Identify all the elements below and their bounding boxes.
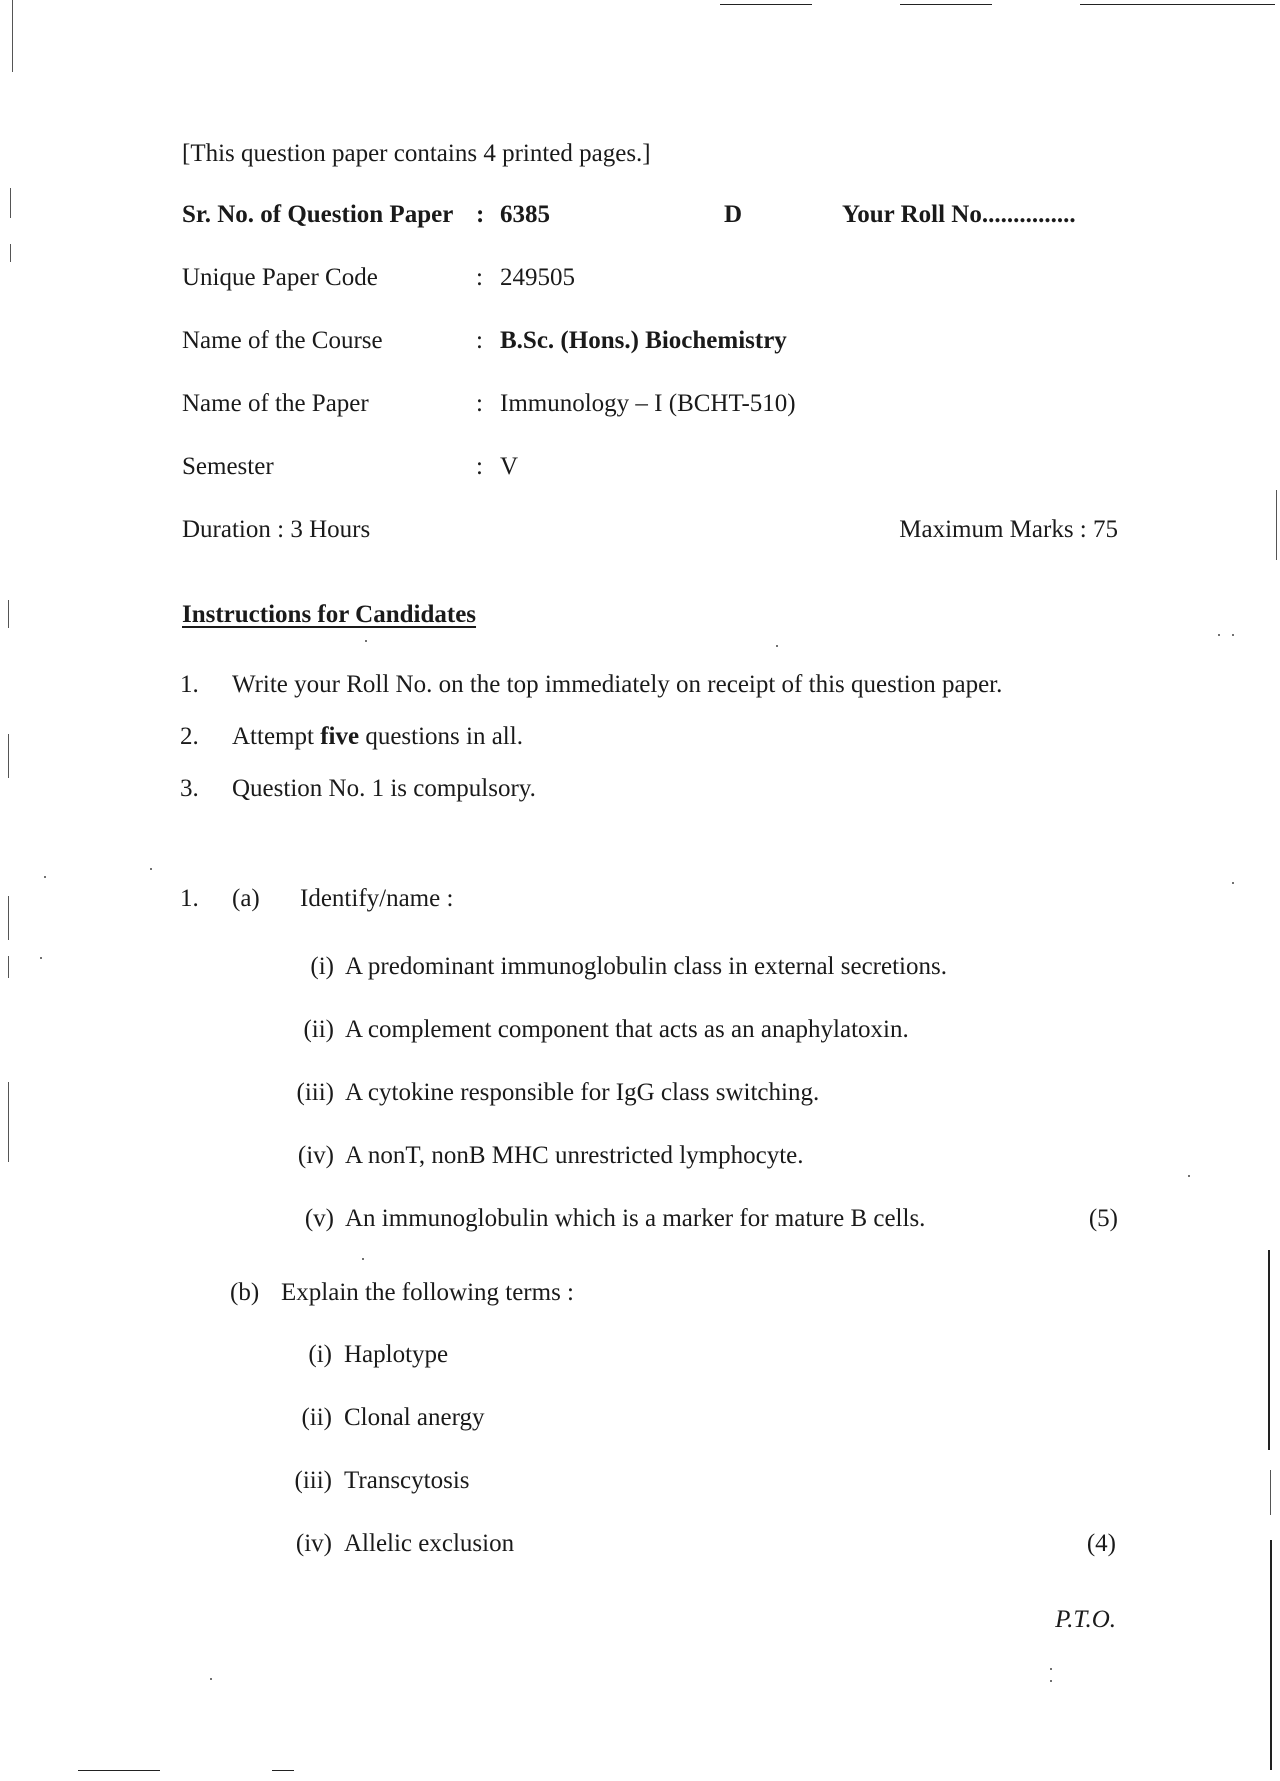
pages-note: [This question paper contains 4 printed pages.] bbox=[182, 140, 651, 167]
colon: : bbox=[476, 264, 483, 291]
roll-no: Your Roll No............... bbox=[842, 201, 1076, 228]
instruction-text: Write your Roll No. on the top immediately on receipt of this question paper. bbox=[232, 671, 1003, 698]
subitem-num: (i) bbox=[308, 1341, 332, 1368]
part-a-label: (a) bbox=[232, 885, 260, 912]
scan-rule bbox=[720, 4, 812, 5]
max-marks: Maximum Marks : 75 bbox=[899, 516, 1118, 543]
scan-mark bbox=[10, 188, 11, 218]
unique-code-value: 249505 bbox=[500, 264, 575, 291]
scan-speck bbox=[210, 1678, 212, 1680]
semester-value: V bbox=[500, 453, 519, 480]
scan-mark bbox=[8, 956, 9, 978]
course-value: B.Sc. (Hons.) Biochemistry bbox=[500, 327, 787, 354]
subitem-text: Haplotype bbox=[344, 1341, 449, 1368]
subitem-num: (iii) bbox=[296, 1079, 334, 1106]
scan-speck bbox=[150, 868, 152, 870]
part-a-title: Identify/name : bbox=[300, 885, 454, 912]
subitem-text: A cytokine responsible for IgG class switching. bbox=[345, 1079, 820, 1106]
scan-rule bbox=[78, 1770, 160, 1771]
scan-mark bbox=[8, 734, 9, 778]
question-number: 1. bbox=[180, 885, 199, 912]
paper-value: Immunology – I (BCHT-510) bbox=[500, 390, 796, 417]
scan-speck bbox=[1232, 882, 1234, 884]
scan-speck bbox=[40, 957, 42, 959]
scan-mark bbox=[10, 244, 11, 262]
scan-speck bbox=[362, 1258, 364, 1260]
part-b-title: Explain the following terms : bbox=[281, 1279, 575, 1306]
scan-speck bbox=[1218, 634, 1220, 636]
marks-a: (5) bbox=[1088, 1205, 1118, 1232]
unique-code-label: Unique Paper Code bbox=[182, 264, 378, 291]
scan-speck bbox=[1050, 1668, 1052, 1670]
subitem-num: (v) bbox=[304, 1205, 334, 1232]
subitem-num: (iii) bbox=[294, 1467, 332, 1494]
scan-rule bbox=[272, 1770, 294, 1771]
scan-mark bbox=[1270, 1470, 1271, 1515]
subitem-text: A predominant immunoglobulin class in external secretions. bbox=[345, 953, 947, 980]
scan-mark bbox=[8, 896, 9, 940]
colon: : bbox=[476, 453, 483, 480]
part-b-label: (b) bbox=[230, 1279, 260, 1306]
instruction-num: 3. bbox=[180, 775, 199, 802]
subitem-text: A nonT, nonB MHC unrestricted lymphocyte. bbox=[345, 1142, 804, 1169]
set-code: D bbox=[724, 201, 743, 228]
instruction-text-pre: Attempt bbox=[232, 723, 321, 750]
scan-speck bbox=[365, 640, 367, 642]
marks-b: (4) bbox=[1086, 1530, 1116, 1557]
colon: : bbox=[476, 390, 483, 417]
sr-no-label: Sr. No. of Question Paper bbox=[182, 201, 454, 228]
subitem-num: (i) bbox=[310, 953, 334, 980]
subitem-num: (ii) bbox=[301, 1404, 332, 1431]
subitem-text: Allelic exclusion bbox=[344, 1530, 515, 1557]
duration: Duration : 3 Hours bbox=[182, 516, 371, 543]
subitem-text: Clonal anergy bbox=[344, 1404, 485, 1431]
subitem-num: (iv) bbox=[295, 1530, 332, 1557]
scan-speck bbox=[1188, 1175, 1190, 1177]
subitem-num: (ii) bbox=[303, 1016, 334, 1043]
course-label: Name of the Course bbox=[182, 327, 383, 354]
scan-rule bbox=[900, 4, 992, 5]
scan-mark bbox=[1268, 1250, 1270, 1450]
instructions-title: Instructions for Candidates bbox=[182, 601, 477, 628]
scan-speck bbox=[776, 645, 778, 647]
scan-mark bbox=[8, 1082, 9, 1162]
scan-mark bbox=[1276, 490, 1277, 560]
scan-speck bbox=[44, 876, 46, 878]
scan-mark bbox=[8, 600, 9, 628]
subitem-text: A complement component that acts as an anaphylatoxin. bbox=[345, 1016, 909, 1043]
instruction-text: Question No. 1 is compulsory. bbox=[232, 775, 536, 802]
instruction-text-post: questions in all. bbox=[359, 723, 523, 750]
scan-mark bbox=[12, 0, 13, 72]
instruction-text-bold: five bbox=[320, 723, 360, 750]
colon: : bbox=[476, 201, 485, 228]
scan-mark bbox=[1270, 1540, 1272, 1770]
instruction-text bbox=[232, 722, 523, 752]
instruction-num: 1. bbox=[180, 671, 199, 698]
colon: : bbox=[476, 327, 483, 354]
subitem-text: An immunoglobulin which is a marker for mature B cells. bbox=[345, 1205, 926, 1232]
subitem-text: Transcytosis bbox=[344, 1467, 470, 1494]
pto: P.T.O. bbox=[1055, 1606, 1116, 1633]
instruction-num: 2. bbox=[180, 723, 199, 750]
scan-rule bbox=[1080, 4, 1275, 5]
paper-label: Name of the Paper bbox=[182, 390, 369, 417]
subitem-num: (iv) bbox=[297, 1142, 334, 1169]
semester-label: Semester bbox=[182, 453, 274, 480]
scan-speck bbox=[1232, 634, 1234, 636]
sr-no-value: 6385 bbox=[500, 201, 550, 228]
scan-speck bbox=[1050, 1680, 1052, 1682]
